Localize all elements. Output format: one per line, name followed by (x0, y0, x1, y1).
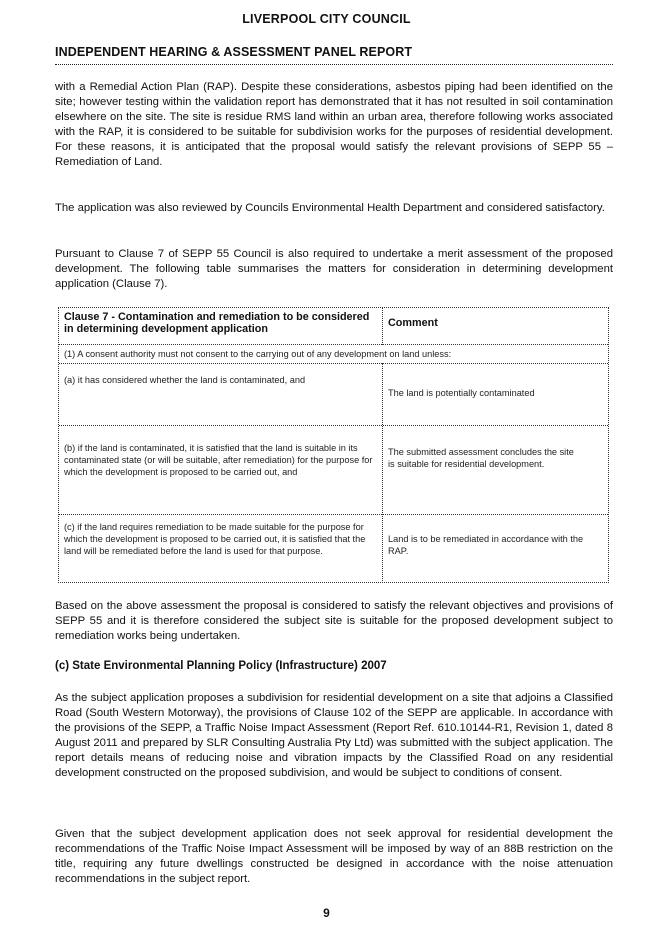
table-row-divider (59, 425, 608, 426)
page-number: 9 (323, 906, 330, 920)
paragraph-environmental-health: The application was also reviewed by Councils Environmental Health Department and considered satisfactory. (55, 202, 605, 214)
section-heading-infrastructure: (c) State Environmental Planning Policy (Infrastructure) 2007 (55, 660, 387, 672)
table-column-divider (382, 308, 383, 345)
table-row-b-comment: The submitted assessment concludes the site is suitable for residential development. (388, 447, 574, 469)
table-row-divider (59, 344, 608, 345)
table-row-divider (59, 363, 608, 364)
table-row-divider (59, 514, 608, 515)
paragraph-sepp55-conclusion: Based on the above assessment the proposal is considered to satisfy the relevant objectives and provisions of SEPP 55 and it is therefore considered the subject site is suitable for the proposed development subject to remediation works being undertaken. (55, 600, 613, 642)
paragraph-88b-restriction: Given that the subject development application does not seek approval for residential development the recommendations of the Traffic Noise Impact Assessment will be imposed by way of an 88B restriction on the title, requiring any future dwellings constructed be designed in accordance with the noise attenuation recommendations in the subject report. (55, 828, 613, 885)
table-row-c-clause: (c) if the land requires remediation to be made suitable for the purpose for which the development is proposed to be carried out, it is satisfied that the land will be remediated before the land is used for that purpose. (64, 522, 366, 556)
paragraph-clause-7-intro: Pursuant to Clause 7 of SEPP 55 Council is also required to undertake a merit assessment of the proposed development. The following table summarises the matters for consideration in determining development application (Clause 7). (55, 248, 613, 290)
table-row-a-clause: (a) it has considered whether the land is contaminated, and (64, 375, 306, 385)
council-name: LIVERPOOL CITY COUNCIL (242, 12, 411, 26)
report-title: INDEPENDENT HEARING & ASSESSMENT PANEL REPORT (55, 45, 413, 59)
table-intro-row: (1) A consent authority must not consent to the carrying out of any development on land unless: (64, 349, 452, 359)
table-row-b-clause: (b) if the land is contaminated, it is satisfied that the land is suitable in its contaminated state (or will be suitable, after remediation) for the purpose for which the development is proposed to be carried out, and (64, 443, 373, 477)
clause-7-table (58, 307, 609, 583)
paragraph-remediation-summary: with a Remedial Action Plan (RAP). Despite these considerations, asbestos piping had been identified on the site; however testing within the validation report has demonstrated that it has not resulted in soil contamination elsewhere on the site. The site is residue RMS land within an urban area, therefore following works associated with the RAP, it is considered to be suitable for subdivision works for the purposes of residential development. For these reasons, it is anticipated that the proposal would satisfy the relevant provisions of SEPP 55 – Remediation of Land. (55, 81, 613, 168)
table-column-divider (382, 363, 383, 583)
table-header-clause: Clause 7 - Contamination and remediation to be considered in determining development application (64, 311, 370, 335)
table-row-a-comment: The land is potentially contaminated (388, 388, 535, 398)
paragraph-traffic-noise: As the subject application proposes a subdivision for residential development on a site that adjoins a Classified Road (South Western Motorway), the provisions of Clause 102 of the SEPP are applicable. In accordance with the provisions of the SEPP, a Traffic Noise Impact Assessment (Report Ref. 610.10144-R1, Revision 1, dated 8 August 2011 and prepared by SLR Consulting Australia Pty Ltd) was submitted with the subject application. The report details means of reducing noise and vibration impacts by the Classified Road on any residential development constructed on the proposed subdivision, and would be subject to conditions of consent. (55, 692, 613, 779)
table-header-comment: Comment (388, 317, 438, 329)
header-divider (55, 64, 613, 65)
table-row-c-comment: Land is to be remediated in accordance with the RAP. (388, 534, 584, 556)
